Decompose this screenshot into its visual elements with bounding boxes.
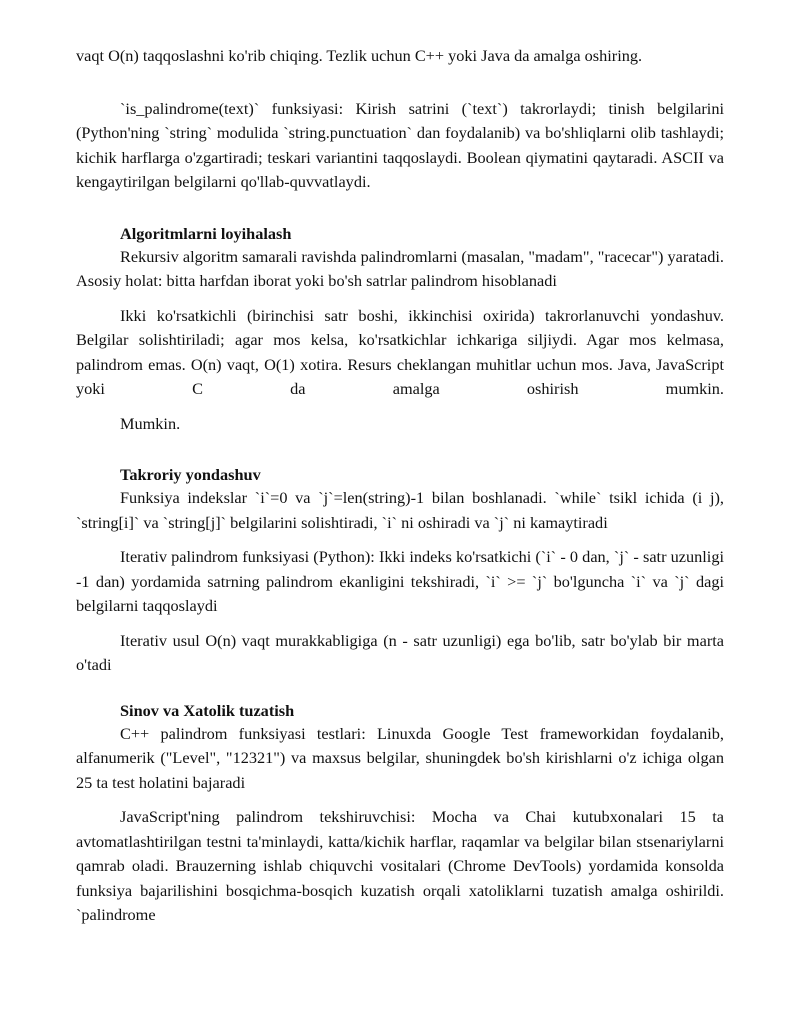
paragraph-intro-tail: vaqt O(n) taqqoslashni ko'rib chiqing. Tezlik uchun C++ yoki Java da amalga oshiring. bbox=[76, 46, 643, 65]
document-page bbox=[76, 44, 724, 928]
paragraph-mumkin: Mumkin. bbox=[120, 413, 181, 433]
heading-algorithm-design: Algoritmlarni loyihalash bbox=[120, 223, 292, 243]
heading-testing-debugging: Sinov va Xatolik tuzatish bbox=[120, 700, 295, 720]
paragraph-two-pointer: Ikki ko'rsatkichli (birinchisi satr boshi, ikkinchisi oxirida) takrorlanuvchi yondashuv. Belgilar solishtiriladi; agar mos kelsa, ko'rsatkichlar ichkariga siljiydi. Agar mos kelmasa, palindrom emas. O(n) vaqt, O(1) xotira. Resurs cheklangan muhitlar uchun mos. Java, JavaScript yoki C da amalga oshirish mumkin. bbox=[76, 305, 724, 398]
paragraph-is-palindrome: `is_palindrome(text)` funksiyasi: Kirish satrini (`text`) takrorlaydi; tinish belgilarini (Python'ning `string` modulida `string.punctuation` dan foydalanib) va bo'shliqlarni olib tashlaydi; kichik harflarga o'zgartiradi; teskari variantini taqqoslaydi. Boolean qiymatini qaytaradi. ASCII va kengaytirilgan belgilarni qo'llab-quvvatlaydi. bbox=[76, 98, 724, 191]
heading-iterative-approach: Takroriy yondashuv bbox=[120, 465, 261, 484]
paragraph-recursive: Rekursiv algoritm samarali ravishda palindromlarni (masalan, "madam", "racecar") yaratadi. Asosiy holat: bitta harfdan iborat yoki bo'sh satrlar palindrom hisoblanadi bbox=[76, 246, 724, 290]
paragraph-cpp-tests: C++ palindrom funksiyasi testlari: Linuxda Google Test frameworkidan foydalanib, alfanumerik ("Level", "12321") va maxsus belgilar, shuningdek bo'sh kirishlarni o'z ichiga olgan 25 ta test holatini bajaradi bbox=[76, 723, 724, 792]
paragraph-indices: Funksiya indekslar `i`=0 va `j`=len(string)-1 bilan boshlanadi. `while` tsikl ichida (i j), `string[i]` va `string[j]` belgilarini solishtiradi, `i` ni oshiradi va `j` ni kamaytiradi bbox=[76, 488, 724, 532]
paragraph-complexity: Iterativ usul O(n) vaqt murakkabligiga (n - satr uzunligi) ega bo'lib, satr bo'ylab bir marta o'tadi bbox=[76, 630, 724, 674]
paragraph-iterative-python: Iterativ palindrom funksiyasi (Python): Ikki indeks ko'rsatkichi (`i` - 0 dan, `j` - satr uzunligi -1 dan) yordamida satrning palindrom ekanligini tekshiradi, `i` >= `j` bo'lguncha `i` va `j` dagi belgilarni taqqoslaydi bbox=[76, 547, 724, 615]
paragraph-js-tests: JavaScript'ning palindrom tekshiruvchisi: Mocha va Chai kutubxonalari 15 ta avtomatlashtirilgan testni ta'minlaydi, katta/kichik harflar, raqamlar va belgilar bilan stsenariylarni qamrab oladi. Brauzerning ishlab chiquvchi vositalari (Chrome DevTools) yordamida konsolda funksiya bajarilishini bosqichma-bosqich kuzatish orqali xatoliklarni tuzatish amalga oshirildi. `palindrome bbox=[76, 807, 724, 924]
